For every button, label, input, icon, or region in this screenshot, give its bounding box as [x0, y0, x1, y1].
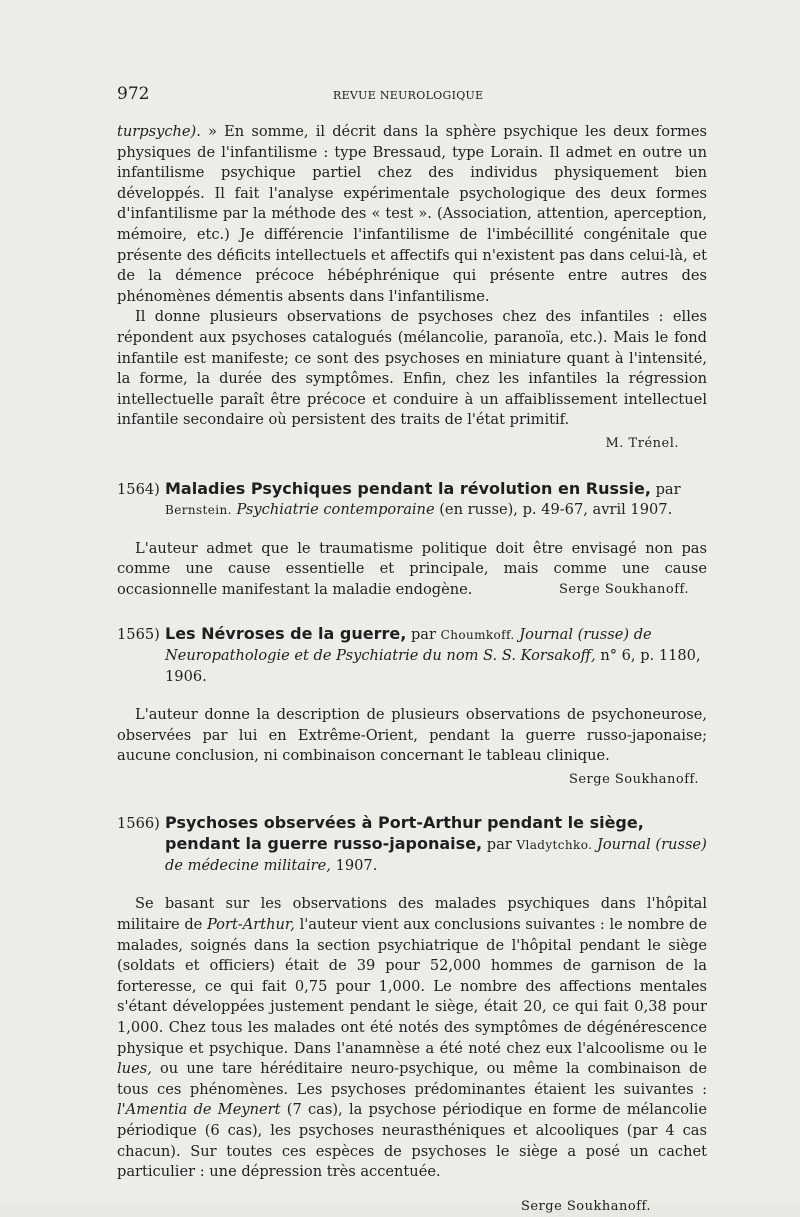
- entry-1566-heading: [117, 813, 707, 877]
- entry-author: Choumkoff.: [440, 628, 515, 643]
- body-segment: (7 cas), la psychose périodique en forme de mélancolie périodique (6 cas), les psychoses neurasthéniques et alcooliques (par 4 cas chacun). Sur toutes ces espèces de psychoses le siège a posé un cachet particulier : une dépression très accentuée.: [117, 1101, 707, 1181]
- entry-signature: Serge Soukhanoff.: [558, 581, 689, 597]
- entry-body-text: L'auteur admet que le traumatisme politique doit être envisagé non pas comme une cause essentielle et principale, mais comme une cause occasionnelle manifestant la maladie endogène.: [117, 539, 707, 598]
- entry-1565-heading: [117, 624, 707, 687]
- entry-author: Bernstein.: [165, 503, 232, 518]
- entry-par: par: [655, 480, 681, 498]
- body-term-lues: lues,: [117, 1060, 152, 1078]
- body-segment: Se basant sur les observations des malades psychiques dans l'hôpital militaire de: [117, 895, 707, 933]
- entry-citation-rest: 1907.: [335, 856, 378, 874]
- intro-lead-italic: turpsyche).: [117, 123, 201, 140]
- intro-paragraph-2: Il donne plusieurs observations de psychoses chez des infantiles : elles répondent aux psychoses catalogués (mélancolie, paranoïa, etc.). Mais le fond infantile est manifeste; ce sont des psychoses en miniature quant à l'intensité, la forme, la durée des symptômes. Enfin, chez les infantiles la régression intellectuelle paraît être précoce et conduire à un affaiblissement intellectuel infantile secondaire où persistent des traits de l'état primitif.: [117, 308, 707, 429]
- entry-title: Psychoses observées à Port-Arthur pendant le siège, pendant la guerre russo-japonaise,: [165, 812, 644, 854]
- entry-journal: Journal (russe) de médecine militaire,: [165, 836, 707, 874]
- entry-par: par: [486, 836, 512, 854]
- body-place-name: Port-Arthur,: [206, 916, 295, 933]
- entry-author: Vladytchko.: [516, 838, 593, 853]
- entry-journal: Journal (russe) de Neuropathologie et de Psychiatrie du nom S. S. Korsakoff,: [165, 626, 652, 665]
- page-header: [117, 84, 707, 104]
- intro-paragraph-1-text: » En somme, il décrit dans la sphère psychique les deux formes physiques de l'infantilisme : type Bressaud, type Lorain. Il admet en outre un infantilisme psychique partiel chez des individus physiquement bien développés. Il fait l'analyse expérimentale psychologique des deux formes d'infantilisme par la méthode des « test ». (Association, attention, aperception, mémoire, etc.) Je différencie l'infantilisme de l'imbécillité congénitale que présente des déficits intellectuels et affectifs qui n'existent pas dans celui-là, et de la démence précoce hébéphrénique qui présente entre autres des phénomènes démentis absents dans l'infantilisme.: [117, 123, 708, 305]
- entry-1564-body: [117, 539, 707, 601]
- page-number: 972: [117, 84, 150, 104]
- entry-journal: Psychiatrie contemporaine: [236, 501, 435, 519]
- running-title: REVUE NEUROLOGIQUE: [333, 89, 484, 102]
- entry-1565-body: L'auteur donne la description de plusieurs observations de psychoneurose, observées par lui en Extrême-Orient, pendant la guerre russo-japonaise; aucune conclusion, ni combinaison concernant le tableau clinique.: [117, 706, 707, 765]
- entry-1566-body: [117, 894, 707, 1182]
- body-segment: ou une tare héréditaire neuro-psychique, ou même la combinaison de tous ces phénomènes. Les psychoses prédominantes étaient les suivantes :: [117, 1060, 707, 1098]
- entry-par: par: [410, 626, 436, 644]
- entry-title: Maladies Psychiques pendant la révolution en Russie,: [165, 478, 651, 498]
- entry-citation-rest: (en russe), p. 49-67, avril 1907.: [439, 501, 673, 519]
- entry-1564-heading: [117, 479, 707, 521]
- entry-number: 1564): [117, 480, 160, 498]
- intro-signature: M. Trénel.: [605, 435, 679, 451]
- entry-title: Les Névroses de la guerre,: [165, 624, 407, 644]
- intro-paragraph-1: [117, 122, 707, 307]
- body-segment: l'auteur vient aux conclusions suivantes : le nombre de malades, soignés dans la section psychiatrique de l'hôpital pendant le siège (soldats et officiers) était de 39 pour 52,000 hommes de garnison de la forteresse, ce qui fait 0,75 pour 1,000. Le nombre des affections mentales s'étant développées justement pendant le siège, était 20, ce qui fait 0,38 pour 1,000. Chez tous les malades ont été notés des symptômes de dégénérescence physique et psychique. Dans l'anamnèse a été noté chez eux l'alcoolisme ou le: [117, 916, 707, 1057]
- entry-signature: Serge Soukhanoff.: [568, 772, 699, 788]
- entry-number: 1566): [117, 814, 160, 832]
- entry-number: 1565): [117, 626, 160, 644]
- body-term-amentia: l'Amentia de Meynert: [117, 1101, 281, 1119]
- entry-citation-rest: n° 6, p. 1180, 1906.: [165, 647, 701, 685]
- page-content: [117, 122, 707, 1217]
- entry-signature: Serge Soukhanoff.: [520, 1198, 651, 1214]
